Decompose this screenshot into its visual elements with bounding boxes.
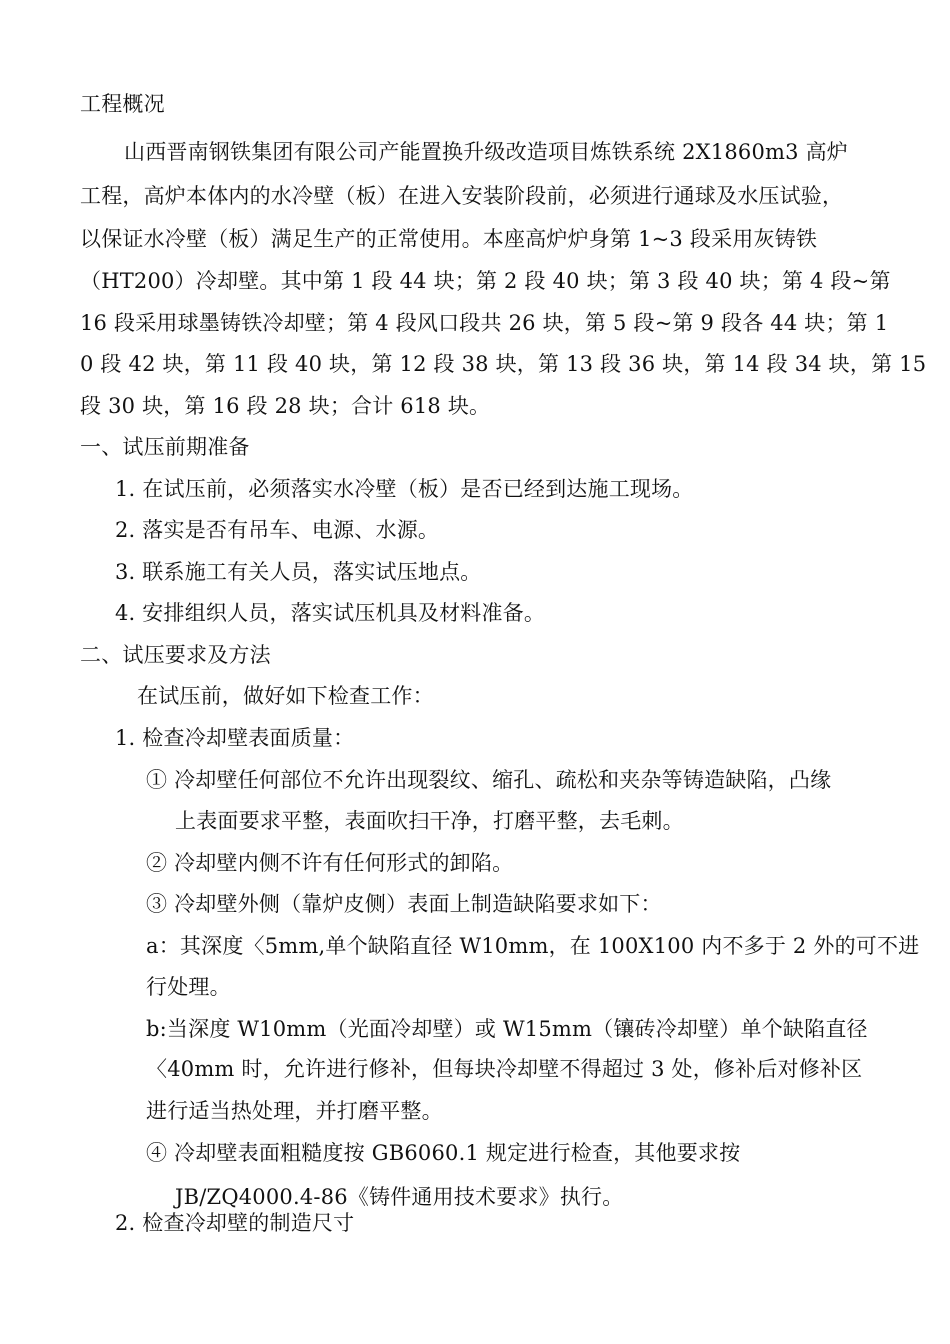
surface-requirement-4-cont: JB/ZQ4000.4-86《铸件通用技术要求》执行。 xyxy=(175,1185,624,1209)
defect-rule-a: a：其深度〈5mm,单个缺陷直径 W10mm，在 100X100 内不多于 2 外的可不进 xyxy=(146,934,920,958)
section-heading-requirements: 二、试压要求及方法 xyxy=(80,643,271,667)
surface-requirement-1: ① 冷却壁任何部位不允许出现裂纹、缩孔、疏松和夹杂等铸造缺陷，凸缘 xyxy=(146,768,832,792)
surface-requirement-3: ③ 冷却壁外侧（靠炉皮侧）表面上制造缺陷要求如下： xyxy=(146,892,662,916)
check-item-surface: 1. 检查冷却壁表面质量： xyxy=(115,726,355,750)
intro-line: 0 段 42 块，第 11 段 40 块，第 12 段 38 块，第 13 段 36 块，第 14 段 34 块，第 15 xyxy=(80,352,927,376)
intro-line: 工程，高炉本体内的水冷壁（板）在进入安装阶段前，必须进行通球及水压试验， xyxy=(80,184,844,208)
surface-requirement-2: ② 冷却壁内侧不许有任何形式的卸陷。 xyxy=(146,851,514,875)
defect-rule-b-cont: 〈40mm 时，允许进行修补，但每块冷却壁不得超过 3 处，修补后对修补区 xyxy=(146,1057,863,1081)
surface-requirement-4: ④ 冷却壁表面粗糙度按 GB6060.1 规定进行检查，其他要求按 xyxy=(146,1141,741,1165)
requirements-lead: 在试压前，做好如下检查工作： xyxy=(137,684,434,708)
check-item-dimensions: 2. 检查冷却壁的制造尺寸 xyxy=(115,1211,355,1235)
intro-line: 山西晋南钢铁集团有限公司产能置换升级改造项目炼铁系统 2X1860m3 高炉 xyxy=(124,140,848,164)
intro-line: （HT200）冷却壁。其中第 1 段 44 块；第 2 段 40 块；第 3 段 40 块；第 4 段~第 xyxy=(80,269,891,293)
intro-line: 以保证水冷壁（板）满足生产的正常使用。本座高炉炉身第 1~3 段采用灰铸铁 xyxy=(80,227,818,251)
defect-rule-b-cont: 进行适当热处理，并打磨平整。 xyxy=(146,1099,443,1123)
preparation-item: 4. 安排组织人员，落实试压机具及材料准备。 xyxy=(115,601,546,625)
defect-rule-b: b:当深度 W10mm（光面冷却壁）或 W15mm（镶砖冷却壁）单个缺陷直径 xyxy=(146,1017,868,1041)
preparation-item: 2. 落实是否有吊车、电源、水源。 xyxy=(115,518,440,542)
section-heading-preparation: 一、试压前期准备 xyxy=(80,435,250,459)
surface-requirement-1-cont: 上表面要求平整，表面吹扫干净，打磨平整，去毛刺。 xyxy=(175,809,684,833)
intro-line: 16 段采用球墨铸铁冷却壁；第 4 段风口段共 26 块，第 5 段~第 9 段各 44 块；第 1 xyxy=(80,311,889,335)
defect-rule-a-cont: 行处理。 xyxy=(146,975,231,999)
intro-line: 段 30 块，第 16 段 28 块；合计 618 块。 xyxy=(80,394,491,418)
preparation-item: 3. 联系施工有关人员，落实试压地点。 xyxy=(115,560,482,584)
preparation-item: 1. 在试压前，必须落实水冷壁（板）是否已经到达施工现场。 xyxy=(115,477,694,501)
document-title: 工程概况 xyxy=(80,92,165,116)
